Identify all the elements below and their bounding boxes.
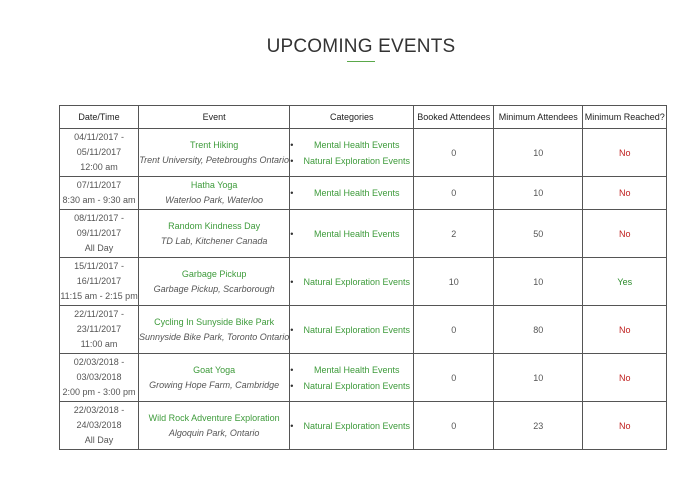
cell-minimum-attendees: 10 bbox=[494, 177, 583, 210]
category-list bbox=[290, 274, 413, 290]
category-link[interactable] bbox=[290, 322, 413, 338]
datetime-line: 08/11/2017 - bbox=[74, 213, 124, 223]
cell-categories bbox=[290, 354, 414, 402]
cell-booked-attendees: 0 bbox=[414, 354, 494, 402]
cell-minimum-attendees: 10 bbox=[494, 129, 583, 177]
category-label: Natural Exploration Events bbox=[303, 324, 411, 335]
datetime-line: 8:30 am - 9:30 am bbox=[62, 195, 136, 205]
category-label: Mental Health Events bbox=[313, 228, 400, 239]
header-categories: Categories bbox=[290, 106, 414, 129]
cell-datetime bbox=[60, 354, 139, 402]
cell-datetime bbox=[60, 129, 139, 177]
cell-datetime bbox=[60, 210, 139, 258]
category-list bbox=[290, 418, 413, 434]
table-row bbox=[60, 354, 667, 402]
datetime-line: All Day bbox=[84, 435, 114, 445]
category-link[interactable] bbox=[290, 185, 413, 201]
table-header-row bbox=[60, 106, 667, 129]
cell-categories bbox=[290, 258, 414, 306]
cell-minimum-reached: No bbox=[583, 129, 667, 177]
bullet-icon: • bbox=[290, 324, 294, 335]
datetime-line: All Day bbox=[84, 243, 114, 253]
category-label: Mental Health Events bbox=[313, 364, 400, 375]
cell-booked-attendees: 2 bbox=[414, 210, 494, 258]
category-label: Natural Exploration Events bbox=[303, 276, 411, 287]
datetime-line: 22/03/2018 - bbox=[73, 405, 125, 415]
cell-datetime bbox=[60, 258, 139, 306]
datetime-line: 05/11/2017 bbox=[76, 147, 122, 157]
event-location: Sunnyside Bike Park, Toronto Ontario bbox=[139, 331, 290, 342]
events-table bbox=[59, 105, 667, 450]
cell-booked-attendees: 0 bbox=[414, 402, 494, 450]
event-name-link[interactable]: Hatha Yoga bbox=[190, 180, 238, 190]
event-location: Growing Hope Farm, Cambridge bbox=[149, 379, 280, 390]
cell-minimum-reached: Yes bbox=[583, 258, 667, 306]
category-label: Natural Exploration Events bbox=[303, 155, 411, 166]
header-minimum-attendees: Minimum Attendees bbox=[494, 106, 583, 129]
bullet-icon: • bbox=[290, 139, 294, 150]
datetime-line: 12:00 am bbox=[80, 162, 118, 172]
cell-categories bbox=[290, 210, 414, 258]
cell-minimum-reached: No bbox=[583, 354, 667, 402]
category-list bbox=[290, 362, 413, 394]
cell-booked-attendees: 0 bbox=[414, 306, 494, 354]
cell-event bbox=[139, 354, 290, 402]
datetime-line: 02/03/2018 - bbox=[73, 357, 125, 367]
cell-event bbox=[139, 177, 290, 210]
cell-datetime bbox=[60, 402, 139, 450]
cell-event bbox=[139, 129, 290, 177]
bullet-icon: • bbox=[290, 155, 294, 166]
bullet-icon: • bbox=[290, 420, 294, 431]
category-link[interactable] bbox=[290, 274, 413, 290]
header-event: Event bbox=[139, 106, 290, 129]
cell-datetime bbox=[60, 177, 139, 210]
cell-minimum-attendees: 80 bbox=[494, 306, 583, 354]
table-row bbox=[60, 177, 667, 210]
header-booked-attendees: Booked Attendees bbox=[414, 106, 494, 129]
bullet-icon: • bbox=[290, 276, 294, 287]
cell-minimum-attendees: 10 bbox=[494, 258, 583, 306]
datetime-line: 16/11/2017 bbox=[76, 276, 122, 286]
category-link[interactable] bbox=[290, 378, 413, 394]
event-location: Algoquin Park, Ontario bbox=[168, 427, 260, 438]
category-link[interactable] bbox=[290, 362, 413, 378]
title-underline bbox=[347, 61, 375, 62]
cell-minimum-reached: No bbox=[583, 177, 667, 210]
category-list bbox=[290, 226, 413, 242]
event-location: Trent University, Petebroughs Ontario bbox=[139, 154, 289, 165]
cell-minimum-reached: No bbox=[583, 306, 667, 354]
datetime-line: 07/11/2017 bbox=[76, 180, 122, 190]
category-list bbox=[290, 322, 413, 338]
cell-minimum-reached: No bbox=[583, 402, 667, 450]
table-row bbox=[60, 258, 667, 306]
header-datetime: Date/Time bbox=[60, 106, 139, 129]
bullet-icon: • bbox=[290, 364, 294, 375]
datetime-line: 23/11/2017 bbox=[76, 324, 122, 334]
event-name-link[interactable]: Garbage Pickup bbox=[181, 268, 247, 279]
event-name-link[interactable]: Goat Yoga bbox=[193, 364, 236, 375]
datetime-line: 22/11/2017 - bbox=[74, 309, 124, 319]
table-row bbox=[60, 210, 667, 258]
datetime-line: 04/11/2017 - bbox=[74, 132, 124, 142]
cell-categories bbox=[290, 402, 414, 450]
event-name-link[interactable]: Wild Rock Adventure Exploration bbox=[148, 412, 280, 423]
category-link[interactable] bbox=[290, 418, 413, 434]
category-label: Mental Health Events bbox=[313, 139, 400, 150]
datetime-line: 11:15 am - 2:15 pm bbox=[60, 291, 138, 301]
cell-booked-attendees: 0 bbox=[414, 129, 494, 177]
cell-event bbox=[139, 402, 290, 450]
event-location: TD Lab, Kitchener Canada bbox=[160, 235, 268, 246]
table-row bbox=[60, 129, 667, 177]
bullet-icon: • bbox=[290, 380, 294, 391]
datetime-line: 15/11/2017 - bbox=[74, 261, 124, 271]
cell-datetime bbox=[60, 306, 139, 354]
cell-minimum-reached: No bbox=[583, 210, 667, 258]
cell-booked-attendees: 0 bbox=[414, 177, 494, 210]
event-name-link[interactable]: Cycling In Sunyside Bike Park bbox=[154, 316, 275, 327]
event-location: Waterloo Park, Waterloo bbox=[165, 195, 263, 205]
category-link[interactable] bbox=[290, 137, 413, 153]
cell-event bbox=[139, 306, 290, 354]
cell-event bbox=[139, 210, 290, 258]
category-label: Natural Exploration Events bbox=[303, 420, 411, 431]
cell-minimum-attendees: 10 bbox=[494, 354, 583, 402]
datetime-line: 09/11/2017 bbox=[76, 228, 122, 238]
category-label: Natural Exploration Events bbox=[303, 380, 411, 391]
datetime-line: 11:00 am bbox=[80, 339, 118, 349]
cell-minimum-attendees: 50 bbox=[494, 210, 583, 258]
table-row bbox=[60, 306, 667, 354]
cell-minimum-attendees: 23 bbox=[494, 402, 583, 450]
bullet-icon: • bbox=[290, 188, 294, 198]
event-location: Garbage Pickup, Scarborough bbox=[153, 283, 275, 294]
category-list bbox=[290, 137, 413, 169]
datetime-line: 24/03/2018 bbox=[76, 420, 122, 430]
page-title: UPCOMING EVENTS bbox=[266, 36, 456, 57]
category-label: Mental Health Events bbox=[313, 188, 400, 198]
datetime-line: 2:00 pm - 3:00 pm bbox=[62, 387, 136, 397]
cell-categories bbox=[290, 177, 414, 210]
event-name-link[interactable]: Random Kindness Day bbox=[168, 220, 261, 231]
category-list bbox=[290, 185, 413, 201]
bullet-icon: • bbox=[290, 228, 294, 239]
table-body bbox=[60, 129, 667, 450]
cell-categories bbox=[290, 306, 414, 354]
category-link[interactable] bbox=[290, 153, 413, 169]
cell-categories bbox=[290, 129, 414, 177]
cell-event bbox=[139, 258, 290, 306]
table-row bbox=[60, 402, 667, 450]
event-name-link[interactable]: Trent Hiking bbox=[190, 139, 239, 150]
header-minimum-reached: Minimum Reached? bbox=[583, 106, 667, 129]
datetime-line: 03/03/2018 bbox=[76, 372, 122, 382]
category-link[interactable] bbox=[290, 226, 413, 242]
cell-booked-attendees: 10 bbox=[414, 258, 494, 306]
